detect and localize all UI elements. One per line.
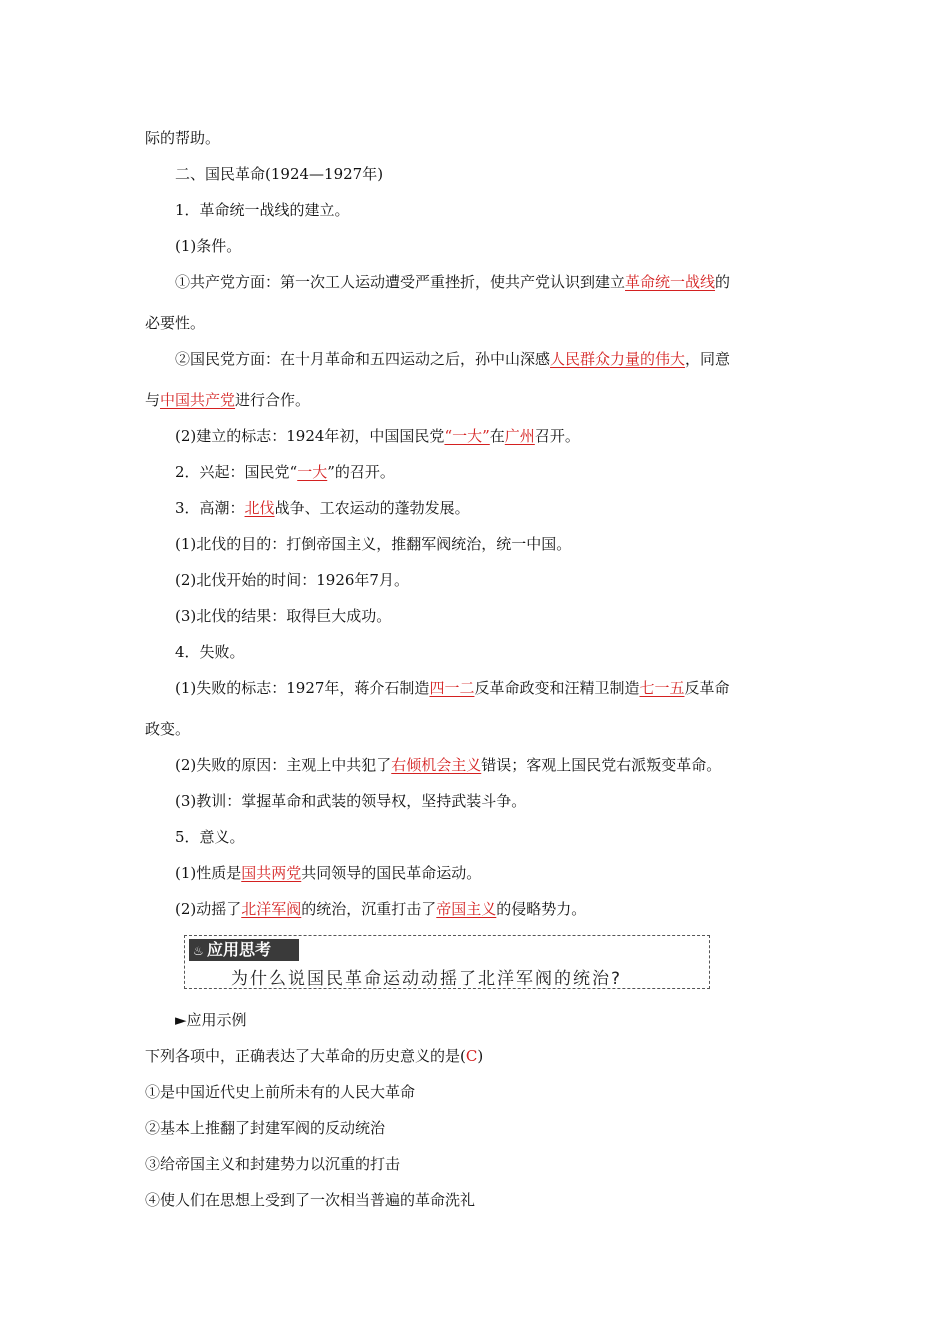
subsection-heading: 2．兴起：国民党“一大”的召开。 [175, 463, 395, 481]
subsection-heading: 5．意义。 [175, 828, 245, 846]
paragraph-line: ①共产党方面：第一次工人运动遭受严重挫折，使共产党认识到建立革命统一战线的 [175, 273, 731, 291]
paragraph-line: 际的帮助。 [145, 129, 221, 147]
paragraph-line: (2)失败的原因：主观上中共犯了右倾机会主义错误；客观上国民党右派叛变革命。 [175, 756, 722, 774]
paragraph-line: (2)北伐开始的时间：1926年7月。 [175, 571, 409, 589]
paragraph-line: (1)性质是国共两党共同领导的国民革命运动。 [175, 864, 482, 882]
answer-blank: 北伐 [244, 499, 275, 517]
paragraph-line: 必要性。 [145, 314, 206, 332]
example-stem: 下列各项中，正确表达了大革命的历史意义的是(C) [145, 1047, 484, 1065]
think-box [184, 935, 710, 989]
answer-blank: 广州 [504, 427, 535, 445]
paragraph-line: (2)动摇了北洋军阀的统治，沉重打击了帝国主义的侵略势力。 [175, 900, 587, 918]
paragraph-line: (1)条件。 [175, 237, 242, 255]
answer-blank: 四一二 [429, 679, 475, 697]
think-box-question: 为什么说国民革命运动动摇了北洋军阀的统治? [231, 969, 623, 989]
paragraph-line: (2)建立的标志：1924年初，中国国民党“一大”在广州召开。 [175, 427, 580, 445]
think-box-tag: ♨ 应用思考 [189, 939, 299, 961]
section-heading: 二、国民革命(1924—1927年) [175, 165, 384, 183]
paragraph-line: (1)北伐的目的：打倒帝国主义，推翻军阀统治，统一中国。 [175, 535, 572, 553]
answer-blank: 人民群众力量的伟大 [550, 350, 686, 368]
answer-blank: 中国共产党 [160, 391, 236, 409]
hot-spring-icon: ♨ [193, 944, 204, 958]
answer-blank: 右倾机会主义 [391, 756, 482, 774]
subsection-heading: 3．高潮：北伐战争、工农运动的蓬勃发展。 [175, 499, 470, 517]
example-option: ④使人们在思想上受到了一次相当普遍的革命洗礼 [145, 1191, 476, 1209]
paragraph-line: ②国民党方面：在十月革命和五四运动之后，孙中山深感人民群众力量的伟大，同意 [175, 350, 731, 368]
example-heading: ►应用示例 [175, 1011, 247, 1029]
paragraph-line: (1)失败的标志：1927年，蒋介石制造四一二反革命政变和汪精卫制造七一五反革命 [175, 679, 730, 697]
answer-blank: 北洋军阀 [241, 900, 302, 918]
paragraph-line: (3)北伐的结果：取得巨大成功。 [175, 607, 392, 625]
answer-letter: C [465, 1047, 478, 1065]
paragraph-line: 政变。 [145, 720, 191, 738]
example-option: ③给帝国主义和封建势力以沉重的打击 [145, 1155, 401, 1173]
subsection-heading: 1．革命统一战线的建立。 [175, 201, 350, 219]
paragraph-line: (3)教训：掌握革命和武装的领导权，坚持武装斗争。 [175, 792, 527, 810]
example-option: ①是中国近代史上前所未有的人民大革命 [145, 1083, 416, 1101]
answer-blank: 一大 [297, 463, 328, 481]
answer-blank: 国共两党 [241, 864, 302, 882]
subsection-heading: 4．失败。 [175, 643, 245, 661]
answer-blank: 革命统一战线 [625, 273, 716, 291]
paragraph-line: 与中国共产党进行合作。 [145, 391, 311, 409]
example-option: ②基本上推翻了封建军阀的反动统治 [145, 1119, 386, 1137]
answer-blank: 七一五 [639, 679, 685, 697]
answer-blank: 帝国主义 [436, 900, 497, 918]
answer-blank: “一大” [444, 427, 490, 445]
